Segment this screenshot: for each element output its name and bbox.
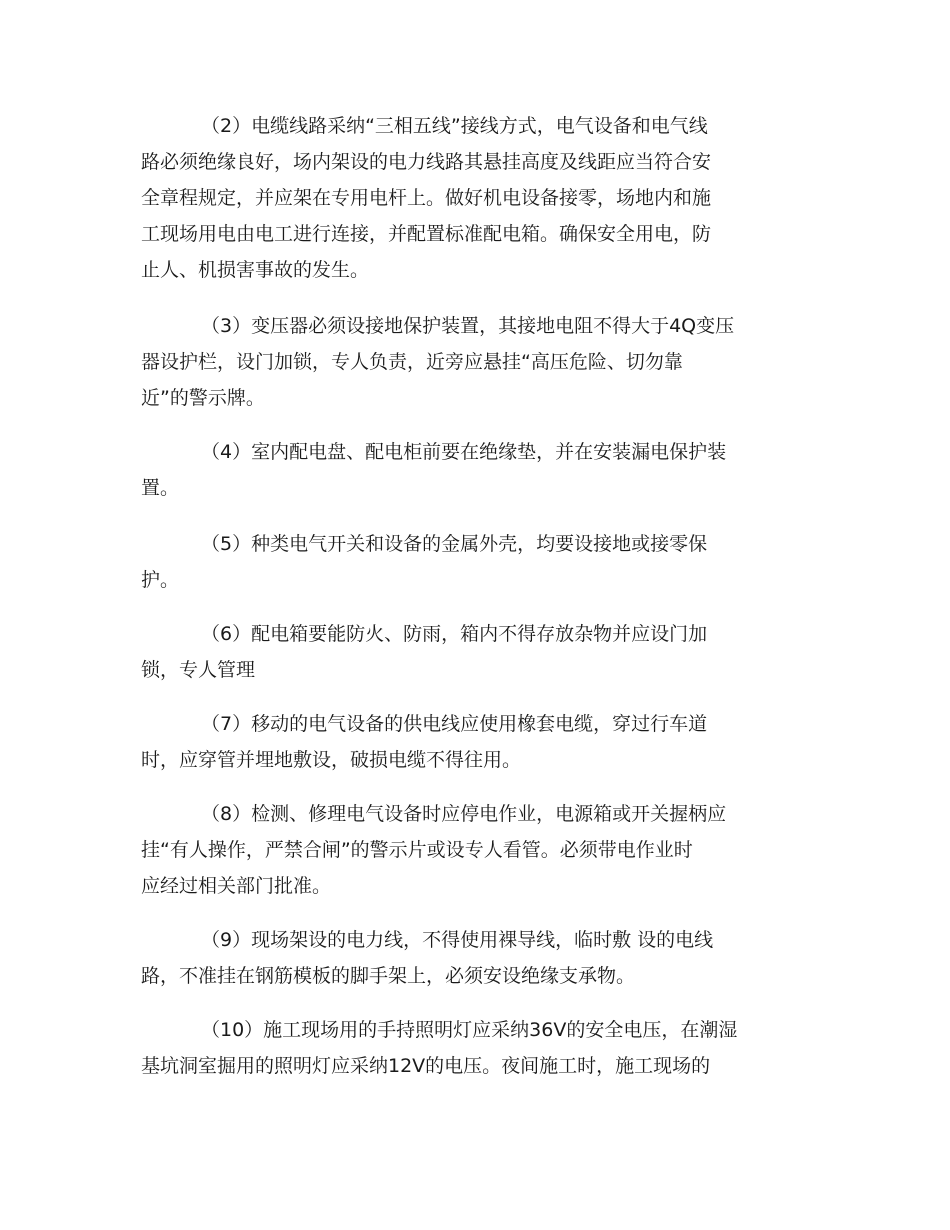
paragraph-6 [141,616,801,688]
paragraph-5 [141,526,801,598]
paragraph-line: 时，应穿管并埋地敷设，破损电缆不得往用。 [141,749,522,771]
paragraph-line: （3）变压器必须设接地保护装置，其接地电阻不得大于4Q变压 [201,315,735,337]
paragraph-line: （10）施工现场用的手持照明灯应采纳36V的安全电压，在潮湿 [201,1019,738,1041]
paragraph-line: 锁，专人管理 [141,659,256,681]
paragraph-line: 挂“有人操作，严禁合闸”的警示片或设专人看管。必须带电作业时 [141,839,693,861]
paragraph-line: （5）种类电气开关和设备的金属外壳，均要设接地或接零保 [201,533,708,555]
paragraph-line: 全章程规定，并应架在专用电杆上。做好机电设备接零，场地内和施 [141,187,712,209]
paragraph-3 [141,308,801,416]
paragraph-line: 止人、机损害事故的发生。 [141,259,370,281]
paragraph-10 [141,1012,801,1084]
paragraph-line: （2）电缆线路采纳“三相五线”接线方式，电气设备和电气线 [201,115,708,137]
paragraph-line: 应经过相关部门批准。 [141,875,332,897]
paragraph-line: 近”的警示牌。 [141,387,265,409]
paragraph-line: （6）配电箱要能防火、防雨，箱内不得存放杂物并应设门加 [201,623,708,645]
paragraph-line: 基坑洞室掘用的照明灯应采纳12V的电压。夜间施工时，施工现场的 [141,1055,711,1077]
paragraph-7 [141,706,801,778]
paragraph-8 [141,796,801,904]
paragraph-9 [141,922,801,994]
paragraph-line: 工现场用电由电工进行连接，并配置标准配电箱。确保安全用电，防 [141,223,712,245]
paragraph-line: 置。 [141,477,180,499]
paragraph-line: 路必须绝缘良好，场内架设的电力线路其悬挂高度及线距应当符合安 [141,151,712,173]
paragraph-line: 路，不准挂在钢筋模板的脚手架上，必须安设绝缘支承物。 [141,965,636,987]
paragraph-line: 器设护栏，设门加锁，专人负责，近旁应悬挂“高压危险、切勿靠 [141,351,683,373]
paragraph-line: （9）现场架设的电力线，不得使用裸导线，临时敷 设的电线 [201,929,714,951]
paragraph-line: （8）检测、修理电气设备时应停电作业，电源箱或开关握柄应 [201,803,727,825]
paragraph-4 [141,434,801,506]
paragraph-2 [141,108,801,288]
paragraph-line: （4）室内配电盘、配电柜前要在绝缘垫，并在安装漏电保护装 [201,441,727,463]
paragraph-line: （7）移动的电气设备的供电线应使用橡套电缆，穿过行车道 [201,713,708,735]
paragraph-line: 护。 [141,569,180,591]
